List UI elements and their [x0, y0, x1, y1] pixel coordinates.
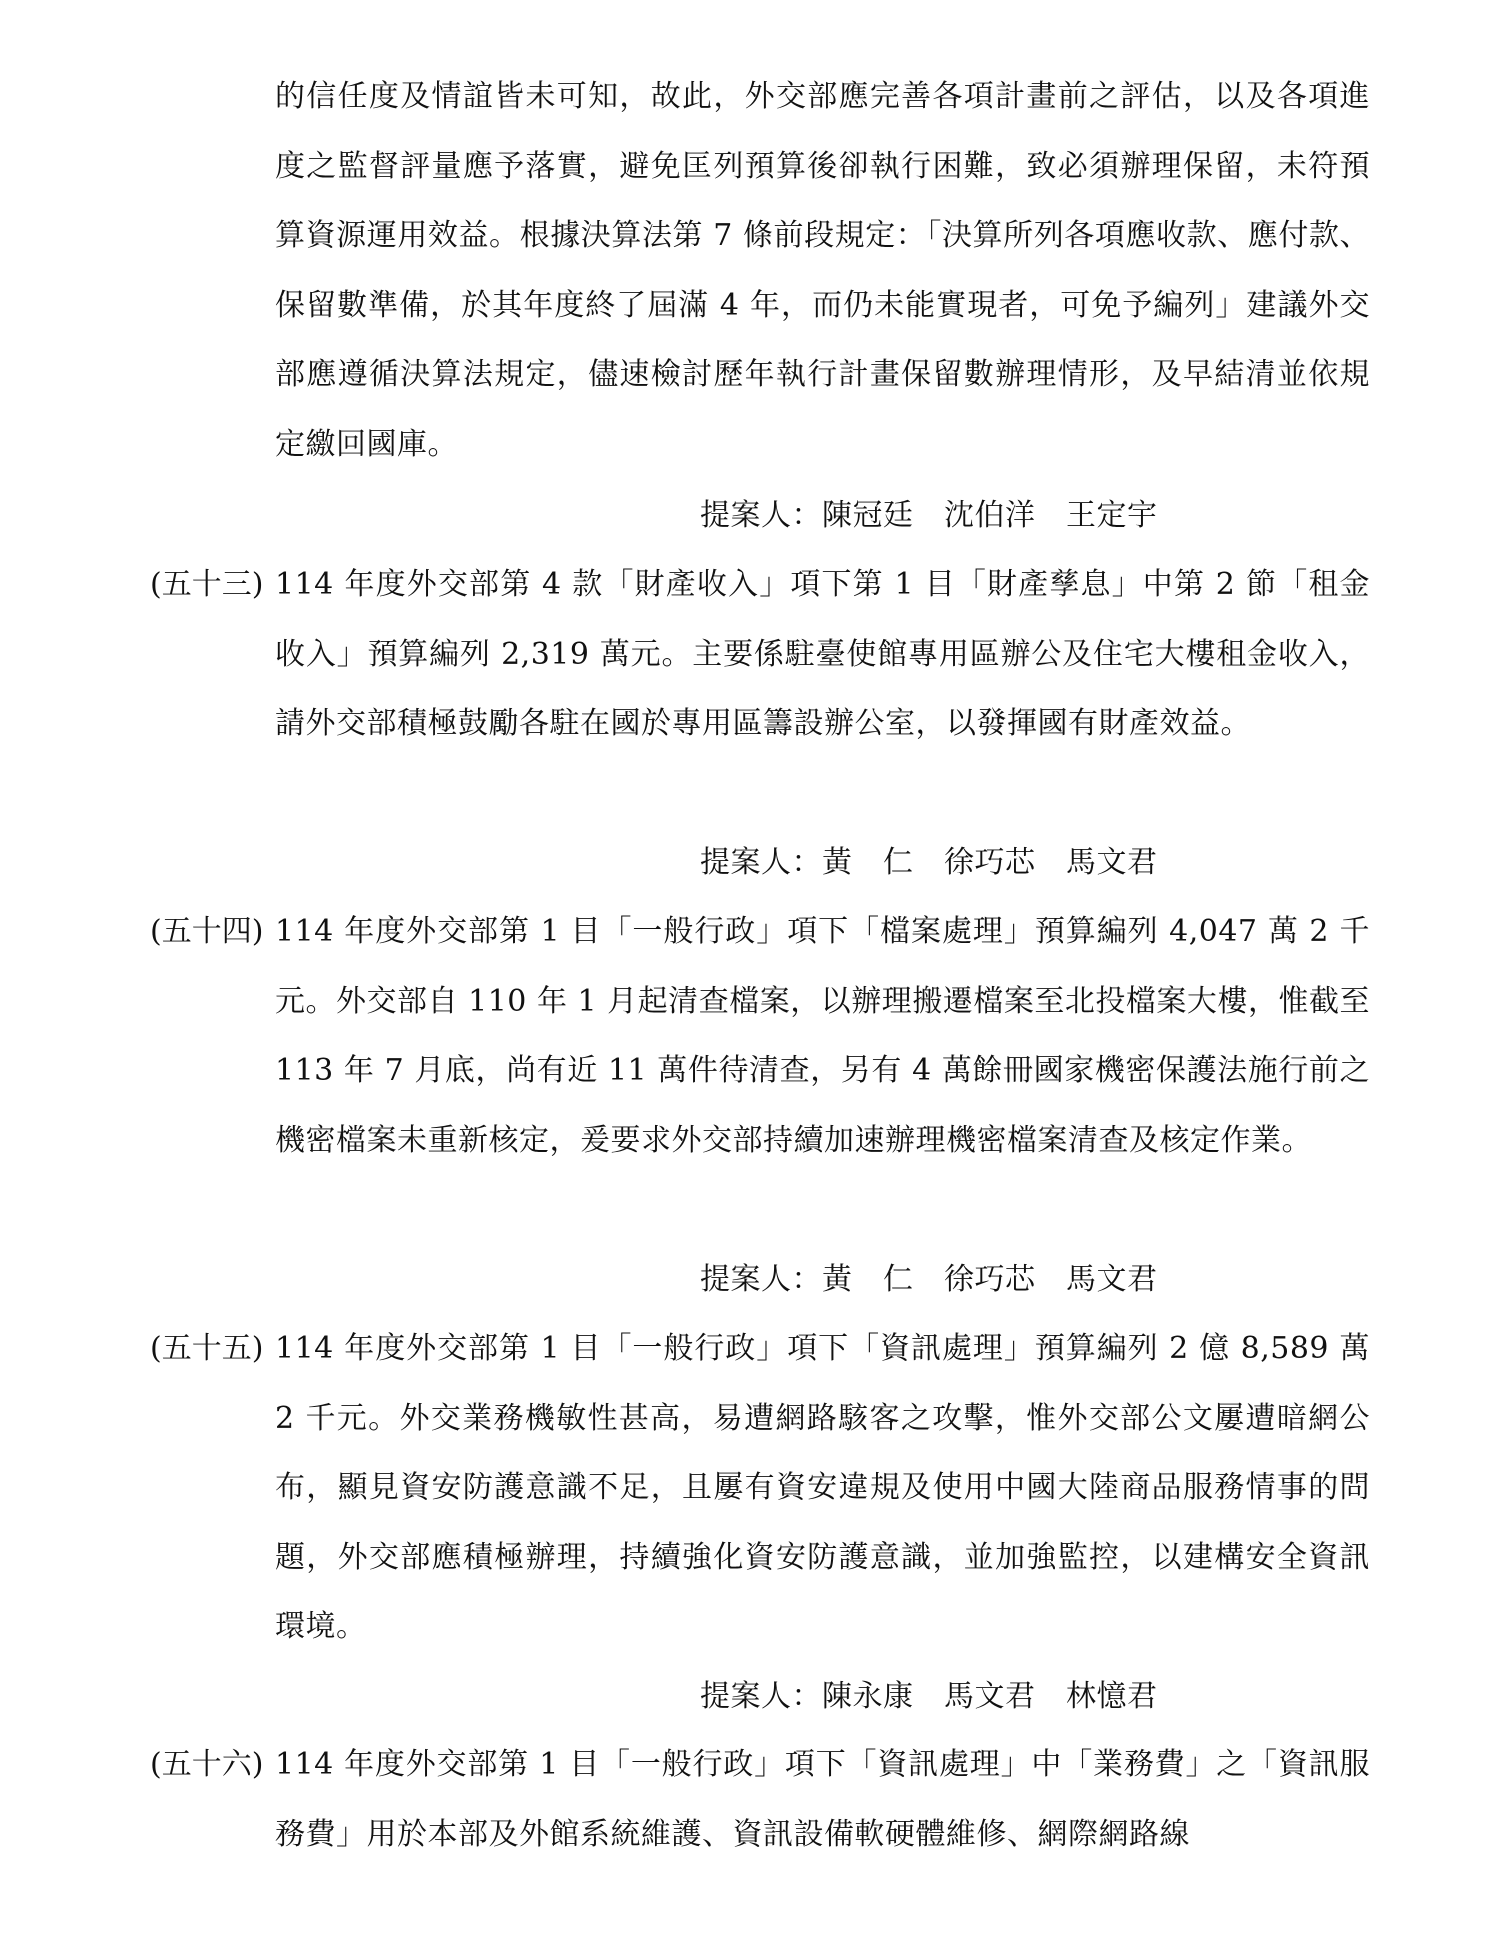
item-55-proposers: 提案人：陳永康 馬文君 林憶君 [700, 1679, 1158, 1714]
item-number: (五十三) [150, 567, 264, 602]
intro-paragraph: 的信任度及情誼皆未可知，故此，外交部應完善各項計畫前之評估，以及各項進度之監督評量應予落實，避免匡列預算後卻執行困難，致必須辦理保留，未符預算資源運用效益。根據決算法第 7 條前段規定：「決算所列各項應收款、應付款、保留數準備，於其年度終了屆滿 4 年，而仍未能實現者，可免予編列」建議外交部應遵循決算法規定，儘速檢討歷年執行計畫保留數辦理情形，及早結清並依規定繳回國庫。 [275, 79, 1370, 462]
item-text: 114 年度外交部第 4 款「財產收入」項下第 1 目「財產孳息」中第 2 節「租金收入」預算編列 2,319 萬元。主要係駐臺使館專用區辦公及住宅大樓租金收入，請外交部積極鼓勵各駐在國於專用區籌設辦公室，以發揮國有財產效益。 [275, 567, 1370, 741]
item-text: 114 年度外交部第 1 目「一般行政」項下「資訊處理」中「業務費」之「資訊服務費」用於本部及外館系統維護、資訊設備軟硬體維修、網際網路線 [275, 1747, 1370, 1852]
item-text: 114 年度外交部第 1 目「一般行政」項下「檔案處理」預算編列 4,047 萬 2 千元。外交部自 110 年 1 月起清查檔案，以辦理搬遷檔案至北投檔案大樓，惟截至 113 年 7 月底，尚有近 11 萬件待清查，另有 4 萬餘冊國家機密保護法施行前之機密檔案未重新核定，爰要求外交部持續加速辦理機密檔案清查及核定作業。 [275, 914, 1370, 1158]
item-54-proposers: 提案人：黃 仁 徐巧芯 馬文君 [700, 1262, 1158, 1297]
item-53-proposers: 提案人：黃 仁 徐巧芯 馬文君 [700, 845, 1158, 880]
item-number: (五十五) [150, 1331, 264, 1366]
item-text: 114 年度外交部第 1 目「一般行政」項下「資訊處理」預算編列 2 億 8,589 萬 2 千元。外交業務機敏性甚高，易遭網路駭客之攻擊，惟外交部公文屢遭暗網公布，顯見資安防護意識不足，且屢有資安違規及使用中國大陸商品服務情事的問題，外交部應積極辦理，持續強化資安防護意識，並加強監控，以建構安全資訊環境。 [275, 1331, 1370, 1644]
item-number: (五十四) [150, 914, 264, 949]
item-number: (五十六) [150, 1747, 264, 1782]
intro-proposers: 提案人：陳冠廷 沈伯洋 王定宇 [700, 498, 1158, 533]
